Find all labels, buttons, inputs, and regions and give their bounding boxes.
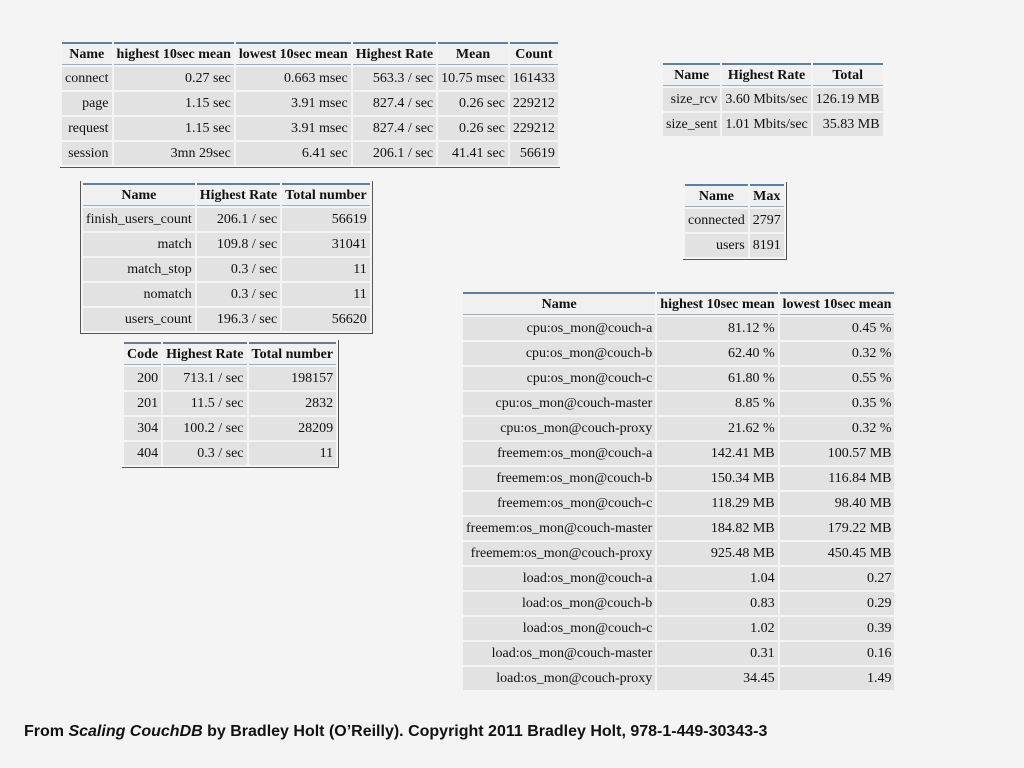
cell-value: 0.45 % [780,317,895,340]
cell-value: 0.32 % [780,342,895,365]
row-label: freemem:os_mon@couch-master [463,517,655,540]
row-label: 200 [124,367,161,390]
table-row [83,233,370,256]
row-label: match [83,233,195,256]
users-table [683,182,787,260]
header-row [663,63,883,86]
cell-value: 6.41 sec [236,142,351,165]
row-label: 201 [124,392,161,415]
header-row [62,42,558,65]
cell-value: 0.29 [780,592,895,615]
cell-value: 98.40 MB [780,492,895,515]
row-label: freemem:os_mon@couch-c [463,492,655,515]
table-row [463,592,894,615]
row-label: load:os_mon@couch-c [463,617,655,640]
column-header: Count [510,42,558,65]
cell-value: 1.49 [780,667,895,690]
table-row [463,667,894,690]
table-row [124,367,336,390]
cell-value: 1.15 sec [114,92,234,115]
cell-value: 0.663 msec [236,67,351,90]
cell-value: 1.02 [657,617,777,640]
row-label: connected [685,209,748,232]
row-label: freemem:os_mon@couch-a [463,442,655,465]
cell-value: 11 [282,283,370,306]
cell-value: 2832 [249,392,337,415]
row-label: page [62,92,112,115]
cell-value: 28209 [249,417,337,440]
cell-value: 11 [249,442,337,465]
row-label: connect [62,67,112,90]
cell-value: 8191 [750,234,784,257]
table-row [124,392,336,415]
table-row [62,92,558,115]
cell-value: 713.1 / sec [163,367,246,390]
table-row [83,208,370,231]
cell-value: 3.60 Mbits/sec [722,88,810,111]
table-row [62,67,558,90]
copyright-footer [24,723,767,741]
cell-value: 100.2 / sec [163,417,246,440]
cell-value: 0.16 [780,642,895,665]
cell-value: 8.85 % [657,392,777,415]
column-header: Max [750,184,784,207]
table-row [463,492,894,515]
header-row [124,342,336,365]
column-header: Total number [249,342,337,365]
cell-value: 0.35 % [780,392,895,415]
cell-value: 109.8 / sec [197,233,280,256]
row-label: cpu:os_mon@couch-b [463,342,655,365]
cell-value: 1.01 Mbits/sec [722,113,810,136]
cell-value: 196.3 / sec [197,308,280,331]
os-mon-table [461,290,896,692]
table-row [83,283,370,306]
column-header: Name [83,183,195,206]
transactions-table [60,40,560,168]
row-label: 404 [124,442,161,465]
table-row [685,234,784,257]
cell-value: 3.91 msec [236,92,351,115]
row-label: cpu:os_mon@couch-proxy [463,417,655,440]
row-label: load:os_mon@couch-a [463,567,655,590]
header-row [685,184,784,207]
table-row [62,117,558,140]
column-header: lowest 10sec mean [780,292,895,315]
cell-value: 0.27 [780,567,895,590]
cell-value: 1.04 [657,567,777,590]
cell-value: 229212 [510,92,558,115]
cell-value: 11.5 / sec [163,392,246,415]
table-row [685,209,784,232]
row-label: request [62,117,112,140]
table-row [463,642,894,665]
cell-value: 0.31 [657,642,777,665]
footer-prefix: From [24,723,69,740]
cell-value: 116.84 MB [780,467,895,490]
cell-value: 179.22 MB [780,517,895,540]
cell-value: 34.45 [657,667,777,690]
table-row [62,142,558,165]
cell-value: 1.15 sec [114,117,234,140]
row-label: cpu:os_mon@couch-a [463,317,655,340]
table-row [663,88,883,111]
cell-value: 925.48 MB [657,542,777,565]
cell-value: 142.41 MB [657,442,777,465]
cell-value: 81.12 % [657,317,777,340]
table-row [463,342,894,365]
cell-value: 35.83 MB [813,113,883,136]
column-header: Highest Rate [722,63,810,86]
cell-value: 0.55 % [780,367,895,390]
table-row [124,442,336,465]
row-label: users_count [83,308,195,331]
cell-value: 206.1 / sec [197,208,280,231]
cell-value: 198157 [249,367,337,390]
cell-value: 10.75 msec [438,67,508,90]
cell-value: 0.27 sec [114,67,234,90]
table-row [463,517,894,540]
column-header: Name [463,292,655,315]
cell-value: 100.57 MB [780,442,895,465]
cell-value: 0.3 / sec [163,442,246,465]
header-row [83,183,370,206]
column-header: Name [62,42,112,65]
table-row [463,392,894,415]
cell-value: 229212 [510,117,558,140]
row-label: size_rcv [663,88,720,111]
table-row [463,542,894,565]
network-table [661,61,885,138]
column-header: Highest Rate [197,183,280,206]
cell-value: 118.29 MB [657,492,777,515]
cell-value: 161433 [510,67,558,90]
table-row [83,308,370,331]
table-row [463,567,894,590]
cell-value: 21.62 % [657,417,777,440]
row-label: match_stop [83,258,195,281]
column-header: Name [663,63,720,86]
table-row [463,367,894,390]
cell-value: 31041 [282,233,370,256]
footer-book-title: Scaling CouchDB [68,723,203,740]
cell-value: 827.4 / sec [353,92,436,115]
header-row [463,292,894,315]
footer-suffix: by Bradley Holt (O’Reilly). Copyright 2011 Bradley Holt, 978-1-449-30343-3 [202,723,768,740]
cell-value: 56619 [510,142,558,165]
cell-value: 61.80 % [657,367,777,390]
table-row [463,317,894,340]
cell-value: 0.83 [657,592,777,615]
row-label: users [685,234,748,257]
cell-value: 3mn 29sec [114,142,234,165]
row-label: freemem:os_mon@couch-b [463,467,655,490]
table-row [463,467,894,490]
cell-value: 184.82 MB [657,517,777,540]
cell-value: 11 [282,258,370,281]
row-label: load:os_mon@couch-b [463,592,655,615]
row-label: cpu:os_mon@couch-master [463,392,655,415]
cell-value: 2797 [750,209,784,232]
column-header: Total number [282,183,370,206]
column-header: Name [685,184,748,207]
cell-value: 0.26 sec [438,92,508,115]
row-label: nomatch [83,283,195,306]
cell-value: 827.4 / sec [353,117,436,140]
row-label: size_sent [663,113,720,136]
column-header: Code [124,342,161,365]
cell-value: 56619 [282,208,370,231]
row-label: load:os_mon@couch-proxy [463,667,655,690]
cell-value: 126.19 MB [813,88,883,111]
table-row [463,617,894,640]
table-row [463,442,894,465]
cell-value: 41.41 sec [438,142,508,165]
column-header: Mean [438,42,508,65]
table-row [663,113,883,136]
cell-value: 0.26 sec [438,117,508,140]
row-label: cpu:os_mon@couch-c [463,367,655,390]
cell-value: 62.40 % [657,342,777,365]
column-header: Highest Rate [353,42,436,65]
column-header: Total [813,63,883,86]
cell-value: 0.3 / sec [197,283,280,306]
column-header: Highest Rate [163,342,246,365]
row-label: session [62,142,112,165]
cell-value: 3.91 msec [236,117,351,140]
cell-value: 56620 [282,308,370,331]
cell-value: 206.1 / sec [353,142,436,165]
cell-value: 0.39 [780,617,895,640]
cell-value: 563.3 / sec [353,67,436,90]
cell-value: 450.45 MB [780,542,895,565]
row-label: freemem:os_mon@couch-proxy [463,542,655,565]
table-row [463,417,894,440]
table-row [124,417,336,440]
http-codes-table [122,340,339,468]
cell-value: 150.34 MB [657,467,777,490]
cell-value: 0.3 / sec [197,258,280,281]
cell-value: 0.32 % [780,417,895,440]
row-label: load:os_mon@couch-master [463,642,655,665]
row-label: 304 [124,417,161,440]
column-header: lowest 10sec mean [236,42,351,65]
table-row [83,258,370,281]
column-header: highest 10sec mean [114,42,234,65]
column-header: highest 10sec mean [657,292,777,315]
row-label: finish_users_count [83,208,195,231]
counters-table [80,181,373,334]
